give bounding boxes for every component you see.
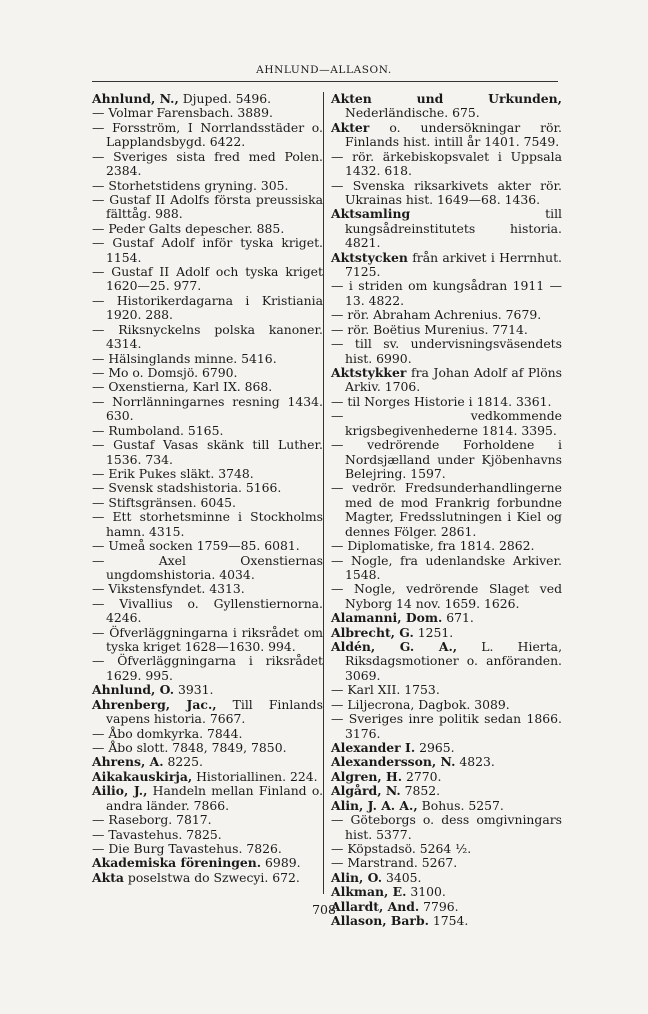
index-entry [331,150,562,179]
index-entry [331,481,562,539]
entry-text: Bohus. 5257. [417,797,504,813]
entry-heading: Akter [331,119,370,135]
entry-heading: Aktstykker [331,365,407,381]
entry-heading: Ahnlund, O. [92,682,175,698]
entry-text: — vedrörende Forholdene i Nordsjælland under Kjöbenhavns Belejring. 1597. [331,437,562,481]
index-entry [92,438,323,467]
index-entry [331,207,562,250]
index-entry [92,106,323,120]
index-entry [331,712,562,741]
index-entry [92,395,323,424]
index-entry [92,582,323,596]
entry-heading: Allason, Barb. [331,913,429,929]
index-entry [331,121,562,150]
entry-text: — Norrlänningarnes resning 1434. 630. [92,393,323,424]
left-column [92,92,323,885]
entry-text: — Storhetstidens gryning. 305. [92,177,289,193]
entry-text: 8225. [163,754,203,770]
index-entry [331,871,562,885]
entry-text: — Nogle, fra udenlandske Arkiver. 1548. [331,552,562,582]
entry-heading: Ahrenberg, Jac., [92,696,217,712]
entry-text: — Vivallius o. Gyllenstiernorna. 4246. [92,595,323,626]
entry-heading: Aikakauskirja, [92,768,193,784]
entry-text: — Axel Oxenstiernas ungdomshistoria. 4034. [92,552,323,582]
running-header: AHNLUND—ALLASON. [256,64,392,76]
entry-heading: Ahrens, A. [92,754,164,770]
index-entry [92,92,323,106]
entry-heading: Alexander I. [331,739,416,755]
index-entry [92,871,323,885]
entry-text: 2965. [415,739,455,755]
index-entry [92,150,323,179]
right-column [331,92,562,928]
index-entry [92,755,323,769]
index-entry [92,467,323,481]
index-entry [92,554,323,583]
entry-heading: Alkman, E. [331,884,407,900]
column-divider [323,92,324,894]
entry-heading: Alin, J. A. A., [331,797,418,813]
index-entry [331,337,562,366]
index-entry [92,698,323,727]
entry-text: — Åbo domkyrka. 7844. [92,725,243,741]
index-entry [92,510,323,539]
index-entry [331,626,562,640]
entry-text: Historiallinen. 224. [192,768,318,784]
entry-text: — Umeå socken 1759—85. 6081. [92,538,300,554]
entry-heading: Algren, H. [331,768,403,784]
index-entry [92,424,323,438]
index-entry [92,193,323,222]
entry-text: — rör. ärkebiskopsvalet i Uppsala 1432. 618. [331,148,562,179]
header-rule [92,81,558,82]
entry-text: 7852. [400,783,441,799]
index-entry [92,352,323,366]
entry-text: — till sv. undervisningsväsendets hist. 6990. [331,336,562,366]
entry-text: 2770. [402,768,442,784]
entry-heading: Alamanni, Dom. [331,610,443,626]
entry-heading: Akademiska föreningen. [92,855,262,871]
index-entry [331,813,562,842]
entry-text: — Öfverläggningarna i riksrådet om tyska kriget 1628—1630. 994. [92,624,323,655]
entry-text: — Gustaf Vasas skänk till Luther. 1536. 734. [92,437,323,467]
entry-text: — Köpstadsö. 5264 ½. [331,840,472,856]
entry-text: poselstwa do Szwecyi. 672. [123,869,300,885]
index-entry [92,654,323,683]
index-entry [331,741,562,755]
entry-text: — Gustaf II Adolf och tyska kriget 1620—25. 977. [92,264,323,294]
entry-text: 671. [442,610,474,626]
entry-text: — Sveriges sista fred med Polen. 2384. [92,148,323,179]
index-entry [331,856,562,870]
index-entry [331,251,562,280]
index-entry [331,683,562,697]
index-entry [331,539,562,553]
entry-text: — Gustaf II Adolfs första preussiska fälttåg. 988. [92,191,323,222]
entry-text: Handeln mellan Finland o. andra länder. 7866. [106,783,324,813]
index-entry [92,496,323,510]
index-entry [92,222,323,236]
entry-text: — Svensk stadshistoria. 5166. [92,480,282,496]
entry-text: 6989. [261,855,301,871]
index-entry [92,366,323,380]
entry-text: — Karl XII. 1753. [331,682,440,698]
index-entry [331,179,562,208]
index-entry [92,813,323,827]
entry-text: — Tavastehus. 7825. [92,826,222,842]
index-entry [331,279,562,308]
entry-text: — Öfverläggningarna i riksrådet 1629. 995. [92,653,323,683]
index-entry [92,323,323,352]
entry-heading: Alexandersson, N. [331,754,456,770]
entry-heading: Ahnlund, N., [92,91,179,106]
entry-text: — Oxenstierna, Karl IX. 868. [92,379,273,395]
index-entry [331,323,562,337]
index-entry [331,554,562,583]
entry-text: — rör. Boëtius Murenius. 7714. [331,321,528,337]
entry-text: — Hälsinglands minne. 5416. [92,350,277,366]
index-entry [92,539,323,553]
entry-heading: Albrecht, G. [331,624,414,640]
index-entry [92,842,323,856]
index-entry [92,121,323,150]
entry-text: — vedrör. Fredsunderhandlingerne med de mod Frankrig forbundne Magter, Fredsslutningen i Kiel og dennes Fölger. 2861. [331,480,562,539]
entry-heading: Algård, N. [331,783,401,799]
entry-text: — Gustaf Adolf inför tyska kriget. 1154. [92,235,323,265]
entry-text: — Rumboland. 5165. [92,422,224,438]
index-entry [331,395,562,409]
entry-text: — Peder Galts depescher. 885. [92,220,285,236]
entry-text: — Mo o. Domsjö. 6790. [92,365,238,381]
index-entry [92,179,323,193]
index-entry [92,597,323,626]
index-entry [331,438,562,481]
entry-text: 1251. [413,624,454,640]
entry-text: — Göteborgs o. dess omgivningars hist. 5377. [331,812,562,842]
entry-heading: Allardt, And. [331,898,420,914]
entry-text: 1754. [428,913,469,929]
entry-text: — Svenska riksarkivets akter rör. Ukrainas hist. 1649—68. 1436. [331,177,562,207]
entry-text: — Diplomatiske, fra 1814. 2862. [331,538,535,554]
index-entry [331,799,562,813]
entry-text: — til Norges Historie i 1814. 3361. [331,393,552,409]
entry-text: Nederländische. 675. [345,105,480,121]
entry-text: — Åbo slott. 7848, 7849, 7850. [92,739,287,755]
entry-text: 3931. [174,682,214,698]
entry-heading: Alin, O. [331,869,383,885]
entry-text: 3100. [406,884,446,900]
index-entry [92,727,323,741]
entry-text: — Marstrand. 5267. [331,855,458,871]
entry-text: — i striden om kungsådran 1911 —13. 4822. [331,278,562,308]
index-entry [92,626,323,655]
entry-heading: Akten und Urkunden, [331,91,562,106]
entry-heading: Aldén, G. A., [331,639,458,655]
entry-text: fra Johan Adolf af Plöns Arkiv. 1706. [345,365,562,395]
entry-text: — Liljecrona, Dagbok. 3089. [331,696,510,712]
entry-text: Till Finlands vapens historia. 7667. [106,696,323,727]
index-entry [92,770,323,784]
entry-text: 7796. [419,898,459,914]
entry-text: — Stiftsgränsen. 6045. [92,494,236,510]
entry-heading: Ailio, J., [92,783,148,799]
entry-text: L. Hierta, Riksdagsmotioner o. anföranden. 3069. [345,639,563,683]
entry-text: — rör. Abraham Achrenius. 7679. [331,307,542,323]
entry-text: — Die Burg Tavastehus. 7826. [92,840,282,856]
entry-text: — Riksnyckelns polska kanoner. 4314. [92,321,323,352]
index-entry [331,582,562,611]
entry-text: — Sveriges inre politik sedan 1866. 3176. [331,711,562,741]
index-entry [92,683,323,697]
index-entry [92,741,323,755]
entry-text: — vedkommende krigsbegivenhederne 1814. 3395. [331,408,562,438]
entry-heading: Aktsamling [331,206,411,222]
index-entry [331,885,562,899]
index-entry [331,409,562,438]
entry-text: o. undersökningar rör. Finlands hist. intill år 1401. 7549. [345,119,562,150]
entry-text: till kungsådreinstitutets historia. 4821. [345,206,562,251]
entry-text: 4823. [455,754,495,770]
index-entry [92,828,323,842]
entry-text: — Forsström, I Norrlandsstäder o. Lapplandsbygd. 6422. [92,119,323,150]
index-entry [331,308,562,322]
entry-text: från arkivet i Herrnhut. 7125. [345,249,562,280]
entry-heading: Aktstycken [331,249,408,265]
index-entry [92,856,323,870]
index-entry [331,611,562,625]
index-entry [92,265,323,294]
index-entry [92,294,323,323]
entry-text: — Historikerdagarna i Kristiania 1920. 288. [92,292,323,323]
index-entry [331,784,562,798]
page-number: 708 [312,902,336,917]
index-entry [92,380,323,394]
entry-text: — Vikstensfyndet. 4313. [92,581,245,597]
index-entry [331,698,562,712]
entry-text: 3405. [382,869,422,885]
index-entry [331,755,562,769]
entry-text: — Erik Pukes släkt. 3748. [92,465,254,481]
entry-heading: Akta [92,869,124,885]
entry-text: — Volmar Farensbach. 3889. [92,105,273,121]
entry-text: — Ett storhetsminne i Stockholms hamn. 4315. [92,509,323,539]
index-entry [331,770,562,784]
index-entry [92,481,323,495]
index-entry [331,842,562,856]
entry-text: — Nogle, vedrörende Slaget ved Nyborg 14 nov. 1659. 1626. [331,581,562,611]
index-entry [331,366,562,395]
index-entry [331,92,562,121]
entry-text: Djuped. 5496. [178,91,272,106]
index-entry [92,784,323,813]
index-entry [92,236,323,265]
entry-text: — Raseborg. 7817. [92,812,212,828]
index-entry [331,640,562,683]
